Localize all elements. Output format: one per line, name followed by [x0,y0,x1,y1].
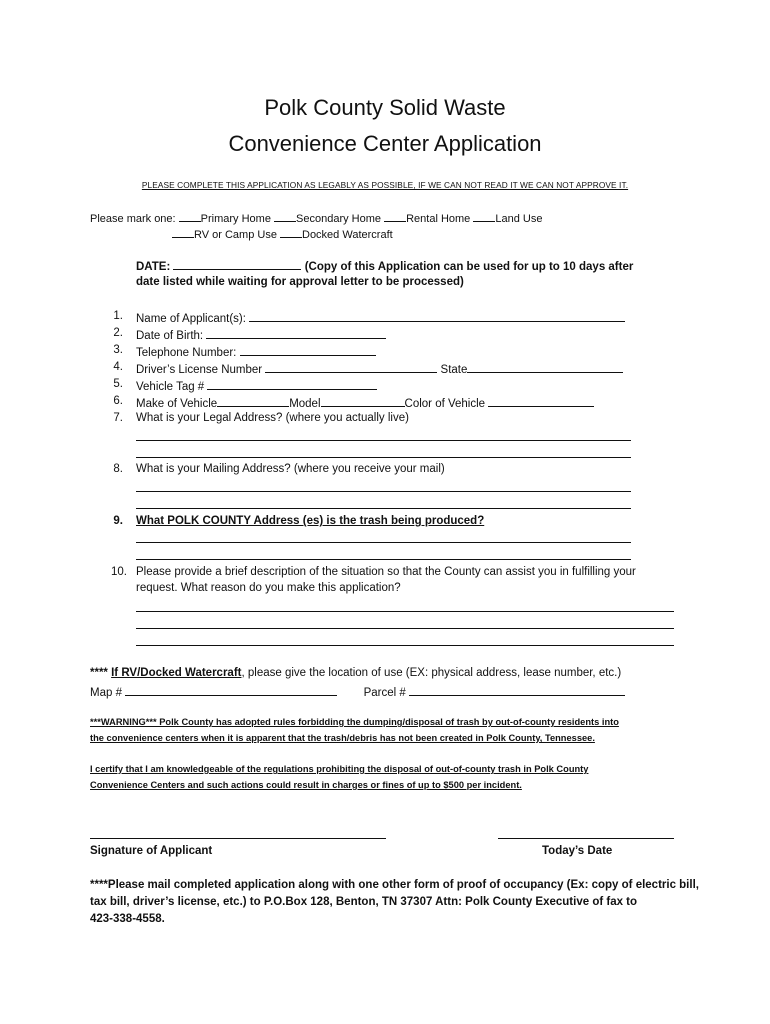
title-line-1: Polk County Solid Waste [264,95,506,120]
parcel-label: Parcel # [363,687,406,699]
item-number-5: 5. [113,378,123,390]
date-label: DATE: [136,261,171,273]
rv-location-text: , please give the location of use (EX: physical address, lease number, etc.) [241,667,622,679]
docked-watercraft-checkbox[interactable] [280,226,302,238]
model-label: Model [289,398,321,410]
primary-home-checkbox[interactable] [179,210,201,222]
color-field[interactable] [488,395,594,407]
warning-line-1: ***WARNING*** Polk County has adopted rules forbidding the dumping/disposal of trash by out-of-county residents into [90,717,619,727]
date-signed-line[interactable] [498,838,674,839]
question-10-line-2: request. What reason do you make this application? [136,582,401,594]
land-use-checkbox[interactable] [473,210,495,222]
rv-stars: **** [90,667,108,679]
footer-line-2: tax bill, driver’s license, etc.) to P.O.Box 128, Benton, TN 37307 Attn: Polk County Executive of fax to [90,896,638,908]
item-number-8: 8. [113,463,123,475]
rental-home-label: Rental Home [406,213,471,225]
question-4 [136,361,623,376]
todays-date-label: Today’s Date [542,845,613,857]
mark-one-row-2 [172,226,393,241]
description-line-1[interactable] [136,611,674,612]
map-label: Map # [90,687,122,699]
certify-line-2: Convenience Centers and such actions could result in charges or fines of up to $500 per incident. [90,780,522,790]
question-3 [136,344,376,359]
legal-address-line-2[interactable] [136,457,631,458]
item-number-6: 6. [113,395,123,407]
rental-home-checkbox[interactable] [384,210,406,222]
state-field[interactable] [467,361,623,373]
title-line-2: Convenience Center Application [228,131,542,156]
trash-address-line-2[interactable] [136,559,631,560]
drivers-license-field[interactable] [265,361,437,373]
item-number-10: 10. [111,566,127,578]
mailing-address-line-2[interactable] [136,508,631,509]
mark-one-label: Please mark one: [90,213,176,225]
item-number-7: 7. [113,412,123,424]
model-field[interactable] [321,395,405,407]
question-5-label: Vehicle Tag # [136,381,205,393]
state-label: State [440,364,468,376]
item-number-2: 2. [113,327,123,339]
footer-line-3: 423-338-4558. [90,913,165,925]
question-8: What is your Mailing Address? (where you receive your mail) [136,463,445,475]
warning-line-2: the convenience centers when it is apparent that the trash/debris has not been created in Polk County, Tennessee. [90,733,595,743]
rv-location-row [90,667,621,679]
signature-label: Signature of Applicant [90,845,213,857]
trash-address-line-1[interactable] [136,542,631,543]
map-parcel-row [90,684,625,699]
question-1 [136,310,625,325]
vehicle-tag-field[interactable] [207,378,377,390]
mailing-address-line-1[interactable] [136,491,631,492]
applicant-name-field[interactable] [249,310,625,322]
make-label: Make of Vehicle [136,398,218,410]
item-number-1: 1. [113,310,123,322]
secondary-home-checkbox[interactable] [274,210,296,222]
question-2 [136,327,386,342]
question-10-line-1: Please provide a brief description of the situation so that the County can assist you in fulfilling your [136,566,636,578]
date-note-1: (Copy of this Application can be used for up to 10 days after [304,261,634,273]
rv-camp-label: RV or Camp Use [194,229,277,241]
telephone-field[interactable] [240,344,376,356]
question-3-label: Telephone Number: [136,347,237,359]
map-field[interactable] [125,684,337,696]
secondary-home-label: Secondary Home [296,213,382,225]
date-note-2: date listed while waiting for approval letter to be processed) [136,276,464,288]
description-line-3[interactable] [136,645,674,646]
land-use-label: Land Use [495,213,543,225]
footer-line-1: ****Please mail completed application along with one other form of proof of occupancy (Ex: copy of electric bill, [90,879,699,891]
item-number-3: 3. [113,344,123,356]
mark-one-row-1 [90,210,542,225]
signature-line[interactable] [90,838,386,839]
docked-watercraft-label: Docked Watercraft [302,229,393,241]
parcel-field[interactable] [409,684,625,696]
rv-watercraft-label: If RV/Docked Watercraft [111,667,242,679]
date-field[interactable] [173,258,301,270]
legibility-notice: PLEASE COMPLETE THIS APPLICATION AS LEGABLY AS POSSIBLE, IF WE CAN NOT READ IT WE CAN NOT APPROVE IT. [141,180,629,190]
question-9: What POLK COUNTY Address (es) is the trash being produced? [136,515,485,527]
make-field[interactable] [217,395,289,407]
question-7: What is your Legal Address? (where you actually live) [136,412,409,424]
legal-address-line-1[interactable] [136,440,631,441]
question-1-label: Name of Applicant(s): [136,313,246,325]
question-2-label: Date of Birth: [136,330,204,342]
question-6 [136,395,594,410]
description-line-2[interactable] [136,628,674,629]
certify-line-1: I certify that I am knowledgeable of the regulations prohibiting the disposal of out-of-county trash in Polk County [90,764,589,774]
rv-camp-checkbox[interactable] [172,226,194,238]
item-number-9: 9. [113,515,123,527]
color-label: Color of Vehicle [404,398,486,410]
question-4-label: Driver’s License Number [136,364,263,376]
item-number-4: 4. [113,361,123,373]
date-row [136,258,633,273]
question-5 [136,378,377,393]
primary-home-label: Primary Home [200,213,271,225]
date-of-birth-field[interactable] [206,327,386,339]
